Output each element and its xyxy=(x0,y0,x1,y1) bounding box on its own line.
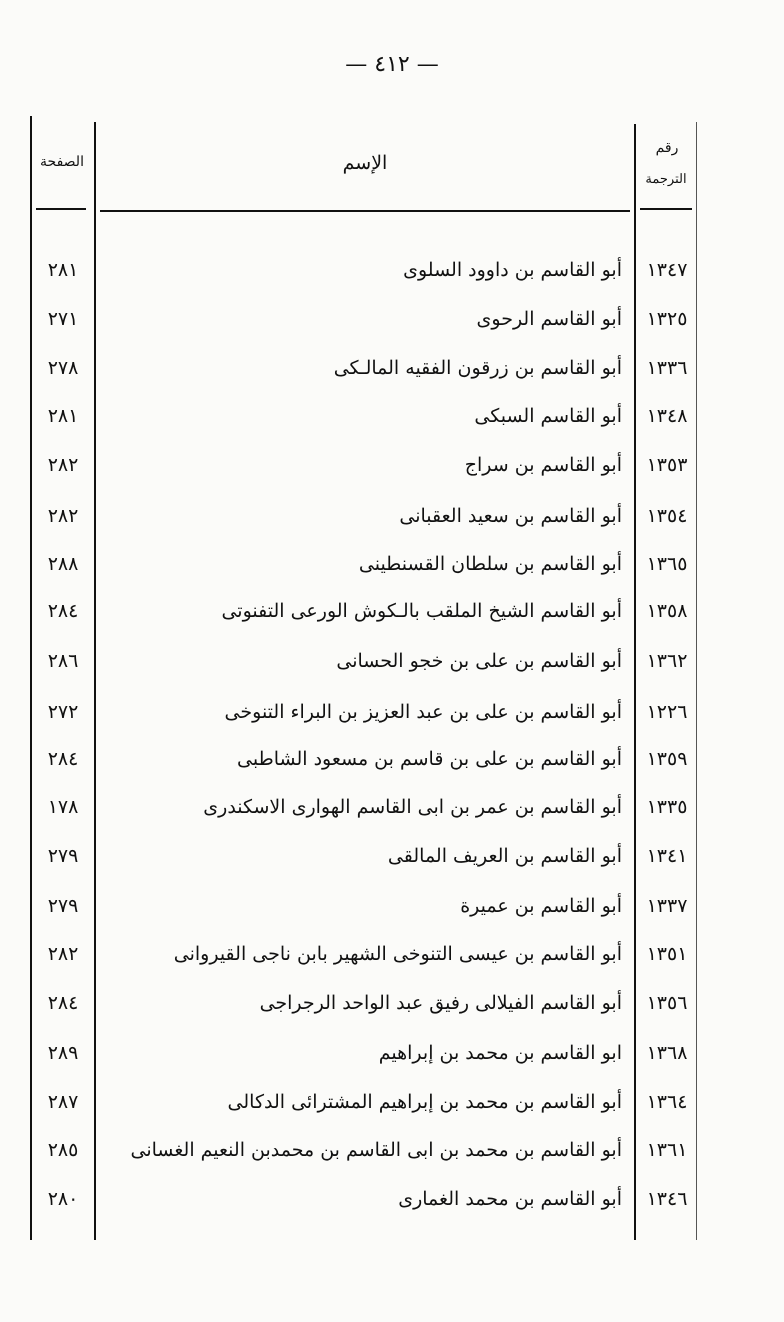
entry-number: ١٣٣٧ xyxy=(646,895,688,917)
entry-page: ٢٨٦ xyxy=(47,650,79,672)
header-underline xyxy=(640,208,692,210)
table-row xyxy=(0,1131,784,1169)
entry-number: ١٣٥١ xyxy=(646,943,688,965)
entry-number: ١٣٥٨ xyxy=(646,600,688,622)
table-row xyxy=(0,1034,784,1072)
table-row xyxy=(0,1083,784,1121)
table-row xyxy=(0,984,784,1022)
entry-page: ٢٨٢ xyxy=(47,454,79,476)
entry-number: ١٣٦٢ xyxy=(646,650,688,672)
entry-name: أبو القاسم بن على بن قاسم بن مسعود الشاطبى xyxy=(237,748,622,770)
entry-page: ٢٨٩ xyxy=(47,1042,79,1064)
entry-number: ١٣٦٥ xyxy=(646,553,688,575)
entry-number: ١٣٥٩ xyxy=(646,748,688,770)
page-number: — ٤١٢ — xyxy=(345,52,439,77)
table-row xyxy=(0,693,784,731)
table-row xyxy=(0,497,784,535)
header-number-line2: الترجمة xyxy=(645,172,687,187)
table-row xyxy=(0,935,784,973)
entry-name: أبو القاسم بن سراج xyxy=(464,454,622,476)
number-column-divider xyxy=(634,124,636,1240)
header-number-line1: رقم xyxy=(655,140,679,156)
entry-page: ٢٨٨ xyxy=(47,553,79,575)
entry-page: ١٧٨ xyxy=(47,796,79,818)
entry-name: أبو القاسم الفيلالى رفيق عبد الواحد الرجراجى xyxy=(259,992,622,1014)
entry-number: ١٣٦٨ xyxy=(646,1042,688,1064)
entry-page: ٢٧٢ xyxy=(47,701,79,723)
entry-page: ٢٨١ xyxy=(47,259,79,281)
entry-page: ٢٨٠ xyxy=(47,1188,79,1210)
entry-page: ٢٨١ xyxy=(47,405,79,427)
table-row xyxy=(0,251,784,289)
entry-page: ٢٨٤ xyxy=(47,748,79,770)
entry-name: أبو القاسم بن عميرة xyxy=(460,895,622,917)
entry-name: ابو القاسم بن محمد بن إبراهيم xyxy=(378,1042,622,1064)
entry-page: ٢٨٥ xyxy=(47,1139,79,1161)
entry-name: أبو القاسم بن عمر بن ابى القاسم الهوارى الاسكندرى xyxy=(203,796,622,818)
entry-name: أبو القاسم بن على بن خجو الحسانى xyxy=(336,650,622,672)
header-underline xyxy=(36,208,86,210)
table-row xyxy=(0,349,784,387)
header-underline xyxy=(100,210,630,212)
table-row xyxy=(0,446,784,484)
entry-page: ٢٨٢ xyxy=(47,505,79,527)
entry-number: ١٣٥٦ xyxy=(646,992,688,1014)
header-name: الإسم xyxy=(342,152,388,174)
entry-number: ١٣٤٧ xyxy=(646,259,688,281)
entry-name: أبو القاسم بن سلطان القسنطينى xyxy=(358,553,622,575)
entry-name: أبو القاسم بن داوود السلوى xyxy=(403,259,622,281)
entry-number: ١٢٢٦ xyxy=(646,701,688,723)
entry-number: ١٣٤٦ xyxy=(646,1188,688,1210)
entry-name: أبو القاسم الرحوى xyxy=(476,308,622,330)
entry-number: ١٣٢٥ xyxy=(646,308,688,330)
entry-page: ٢٧١ xyxy=(47,308,79,330)
entry-number: ١٣٣٦ xyxy=(646,357,688,379)
entry-name: أبو القاسم بن العريف المالقى xyxy=(387,845,622,867)
table-row xyxy=(0,788,784,826)
entry-name: أبو القاسم السبكى xyxy=(474,405,622,427)
entry-name: أبو القاسم بن محمد الغمارى xyxy=(398,1188,622,1210)
entry-number: ١٣٦٤ xyxy=(646,1091,688,1113)
page-column-divider xyxy=(94,122,96,1240)
table-row xyxy=(0,837,784,875)
entry-name: أبو القاسم بن محمد بن ابى القاسم بن محمدبن النعيم الغسانى xyxy=(130,1139,622,1161)
entry-name: أبو القاسم بن سعيد العقبانى xyxy=(399,505,622,527)
table-row xyxy=(0,642,784,680)
entry-number: ١٣٤٨ xyxy=(646,405,688,427)
entry-number: ١٣٣٥ xyxy=(646,796,688,818)
entry-page: ٢٧٩ xyxy=(47,895,79,917)
entry-page: ٢٨٢ xyxy=(47,943,79,965)
entry-name: أبو القاسم بن محمد بن إبراهيم المشترائى الدكالى xyxy=(227,1091,622,1113)
entry-number: ١٣٥٤ xyxy=(646,505,688,527)
entry-number: ١٣٦١ xyxy=(646,1139,688,1161)
entry-page: ٢٨٤ xyxy=(47,992,79,1014)
table-row xyxy=(0,397,784,435)
header-page: الصفحة xyxy=(40,154,84,170)
entry-page: ٢٨٧ xyxy=(47,1091,79,1113)
entry-page: ٢٧٩ xyxy=(47,845,79,867)
table-row xyxy=(0,545,784,583)
entry-name: أبو القاسم بن عيسى التنوخى الشهير بابن ناجى القيروانى xyxy=(173,943,622,965)
table-row xyxy=(0,1180,784,1218)
table-row xyxy=(0,592,784,630)
entry-name: أبو القاسم بن زرقون الفقيه المالـكى xyxy=(333,357,622,379)
entry-name: أبو القاسم بن على بن عبد العزيز بن البراء التنوخى xyxy=(224,701,622,723)
table-row xyxy=(0,300,784,338)
table-row xyxy=(0,887,784,925)
entry-name: أبو القاسم الشيخ الملقب بالـكوش الورعى التفنوتى xyxy=(221,600,622,622)
entry-number: ١٣٥٣ xyxy=(646,454,688,476)
entry-page: ٢٨٤ xyxy=(47,600,79,622)
entry-page: ٢٧٨ xyxy=(47,357,79,379)
table-row xyxy=(0,740,784,778)
table-right-border xyxy=(696,122,697,1240)
entry-number: ١٣٤١ xyxy=(646,845,688,867)
